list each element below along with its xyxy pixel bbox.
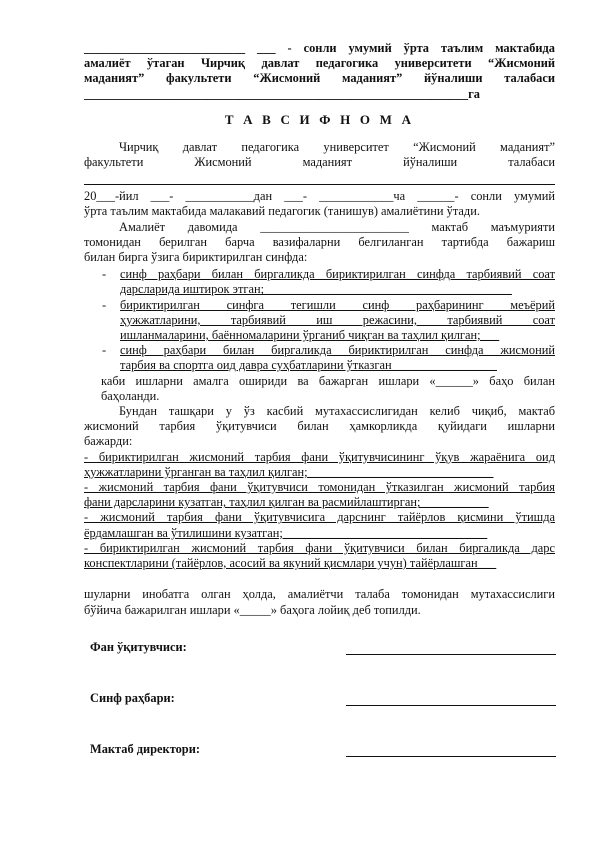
document-page <box>84 41 555 757</box>
class-duties-list <box>84 267 555 373</box>
intro-line-3: 20___-йил ___- ___________дан ___- ____________ча ______- сонли умумий <box>84 189 555 204</box>
pe-tasks <box>84 450 555 572</box>
signature-teacher <box>90 640 555 655</box>
signature-class-head <box>90 691 555 706</box>
duty-line-3: билан бирга ўзига бириктирилган синфда: <box>84 250 308 265</box>
signature-class-head-label: Синф раҳбари: <box>90 690 175 705</box>
spacer <box>84 618 555 640</box>
addressee-header <box>84 41 555 102</box>
intro-line-2: факультети Жисмоний маданият йўналиши талабаси <box>84 155 555 170</box>
task-line: ёрдамлашган ва ўтилишини кузатган;_________________________________ <box>84 525 488 540</box>
list-item-line: бириктирилган синфга тегишли синф раҳбарининг меъёрий <box>120 297 555 312</box>
signature-director-label: Мактаб директори: <box>90 741 200 756</box>
spacer <box>84 706 555 742</box>
signature-teacher-line <box>346 654 556 655</box>
task-line: фани дарсларини кузатган, таҳлил қилган ва расмийлаштирган;___________ <box>84 495 489 510</box>
list-item-line: ишланмаларини, баённомаларини ўрганиб чиқган ва таҳлил қилган;___ <box>120 328 500 343</box>
task-line: - жисмоний тарбия фани ўқитувчиси томонидан ўтказилган жисмоний тарбия <box>84 480 555 495</box>
duty-line-1: Амалиёт давомида ________________________ мактаб маъмурияти <box>119 219 555 234</box>
specialist-line-2: жисмоний тарбия ўқитувчиси билан ҳамкорликда қуйидаги ишларни <box>84 419 555 434</box>
list-item <box>84 267 555 297</box>
signature-director <box>90 742 555 757</box>
list-item <box>84 298 555 344</box>
task-line: - жисмоний тарбия фани ўқитувчисига дарснинг тайёрлов қисмини ўтишда <box>84 510 555 525</box>
list-item-line: синф раҳбари билан биргаликда бириктирилган синфда тарбиявий соат <box>120 267 555 282</box>
list-item-line: синф раҳбари билан биргаликда бириктирилган синфда жисмоний <box>120 343 555 358</box>
intro-fill-line <box>84 171 555 185</box>
list-dash: - <box>102 267 107 282</box>
task-line: - бириктирилган жисмоний тарбия фани ўқитувчиси билан биргаликда дарс <box>84 540 555 555</box>
intro-line-1: Чирчиқ давлат педагогика университет “Жисмоний маданият” <box>119 139 555 154</box>
task-line: ҳужжатларини ўрганган ва таҳлил қилган;______________________________ <box>84 464 494 479</box>
duty-paragraph <box>84 220 555 266</box>
signature-director-line <box>346 756 556 757</box>
intro-line-4: ўрта таълим мактабида малакавий педагогик (танишув) амалиётини ўтади. <box>84 204 480 219</box>
conclusion-paragraph <box>84 587 555 617</box>
list-item-line: ҳужжатларини, тарбиявий иш режасини, тарбиявий соат <box>120 312 555 327</box>
duty-line-2: томонидан берилган барча вазифаларни белгиланган тартибда бажариш <box>84 234 555 249</box>
list-dash: - <box>102 343 107 358</box>
intro-paragraph <box>84 140 555 220</box>
list-result-line-1: каби ишларни амалга ошириди ва бажарган ишлари «______» баҳо билан <box>101 373 555 388</box>
spacer <box>84 571 555 587</box>
signature-teacher-label: Фан ўқитувчиси: <box>90 639 187 654</box>
list-result <box>84 374 555 404</box>
specialist-line-3: бажарди: <box>84 434 133 449</box>
document-title: Т А В С И Ф Н О М А <box>224 111 415 127</box>
list-dash: - <box>102 297 107 312</box>
conclusion-line-2: бўйича бажарилган ишлари «_____» баҳога лойиқ деб топилди. <box>84 602 421 617</box>
list-item <box>84 343 555 373</box>
header-line-1: __________________________ ___ - сонли умумий ўрта таълим мактабида <box>84 41 555 55</box>
specialist-line-1: Бундан ташқари у ўз касбий мутахассислигидан келиб чиқиб, мактаб <box>119 404 555 419</box>
header-line-4: ______________________________________________________________га <box>84 86 480 101</box>
header-line-2: амалиёт ўтаган Чирчиқ давлат педагогика университети “Жисмоний <box>84 56 555 71</box>
specialist-paragraph <box>84 404 555 450</box>
task-line: конспектларини (тайёрлов, асосий ва якуний қисмлари учун) тайёрлашган___ <box>84 556 497 571</box>
task-line: - бириктирилган жисмоний тарбия фани ўқитувчисининг ўқув жараёнига оид <box>84 449 555 464</box>
signature-class-head-line <box>346 705 556 706</box>
spacer <box>84 655 555 691</box>
conclusion-line-1: шуларни инобатга олган ҳолда, амалиётчи талаба томонидан мутахассислиги <box>84 587 555 602</box>
header-line-3: маданият” факультети “Жисмоний маданият” йўналиши талабаси <box>84 71 555 86</box>
list-result-line-2: баҳоланди. <box>101 388 160 403</box>
list-item-line: дарсларида иштирок этган;________________________________________ <box>120 282 512 297</box>
list-item-line: тарбия ва спортга оид давра суҳбатларини ўтказган_________________ <box>120 358 497 373</box>
